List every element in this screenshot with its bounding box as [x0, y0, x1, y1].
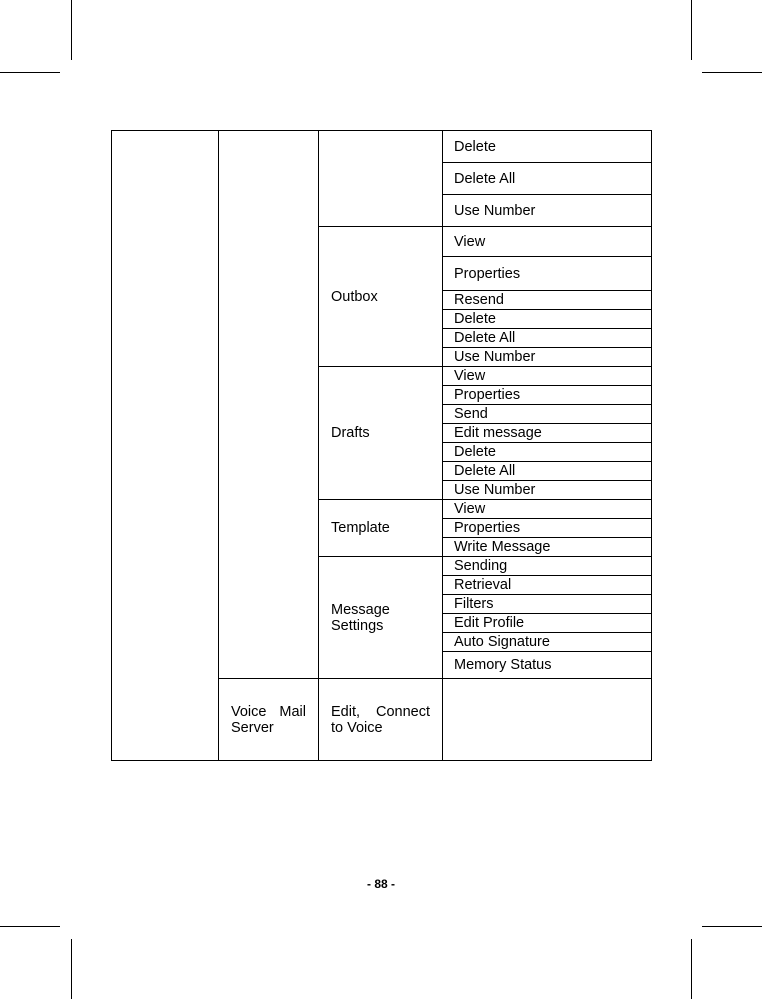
crop-mark — [71, 939, 72, 999]
menu-option: View — [443, 227, 652, 257]
menu-option: Send — [443, 405, 652, 424]
menu-option: Retrieval — [443, 576, 652, 595]
menu-option: Filters — [443, 595, 652, 614]
level-1-cell — [112, 131, 219, 761]
outbox-label: Outbox — [319, 227, 443, 367]
crop-mark — [71, 0, 72, 60]
voice-mail-action: Edit, Connect to Voice — [319, 679, 443, 761]
menu-option: Use Number — [443, 195, 652, 227]
menu-option: Delete — [443, 443, 652, 462]
menu-option: Delete All — [443, 163, 652, 195]
crop-mark — [702, 72, 762, 73]
menu-option: Properties — [443, 257, 652, 291]
menu-option: Use Number — [443, 481, 652, 500]
menu-option: Edit Profile — [443, 614, 652, 633]
submenu-label-cell — [319, 131, 443, 227]
menu-option: Memory Status — [443, 652, 652, 679]
empty-cell — [443, 679, 652, 761]
message-settings-label: Message Settings — [319, 557, 443, 679]
crop-mark — [691, 939, 692, 999]
crop-mark — [702, 926, 762, 927]
menu-option: Write Message — [443, 538, 652, 557]
menu-option: Edit message — [443, 424, 652, 443]
menu-option: Delete — [443, 131, 652, 163]
menu-option: Auto Signature — [443, 633, 652, 652]
menu-option: Use Number — [443, 348, 652, 367]
menu-option: Delete — [443, 310, 652, 329]
template-label: Template — [319, 500, 443, 557]
menu-option: Properties — [443, 519, 652, 538]
menu-option: View — [443, 500, 652, 519]
voice-mail-server-label: Voice Mail Server — [219, 679, 319, 761]
menu-structure-table — [111, 130, 652, 761]
menu-option: Properties — [443, 386, 652, 405]
menu-option: Delete All — [443, 329, 652, 348]
level-2-cell — [219, 131, 319, 679]
menu-option: Delete All — [443, 462, 652, 481]
menu-option: Resend — [443, 291, 652, 310]
drafts-label: Drafts — [319, 367, 443, 500]
crop-mark — [691, 0, 692, 60]
menu-option: Sending — [443, 557, 652, 576]
crop-mark — [0, 926, 60, 927]
crop-mark — [0, 72, 60, 73]
menu-option: View — [443, 367, 652, 386]
page-number: - 88 - — [366, 877, 395, 891]
